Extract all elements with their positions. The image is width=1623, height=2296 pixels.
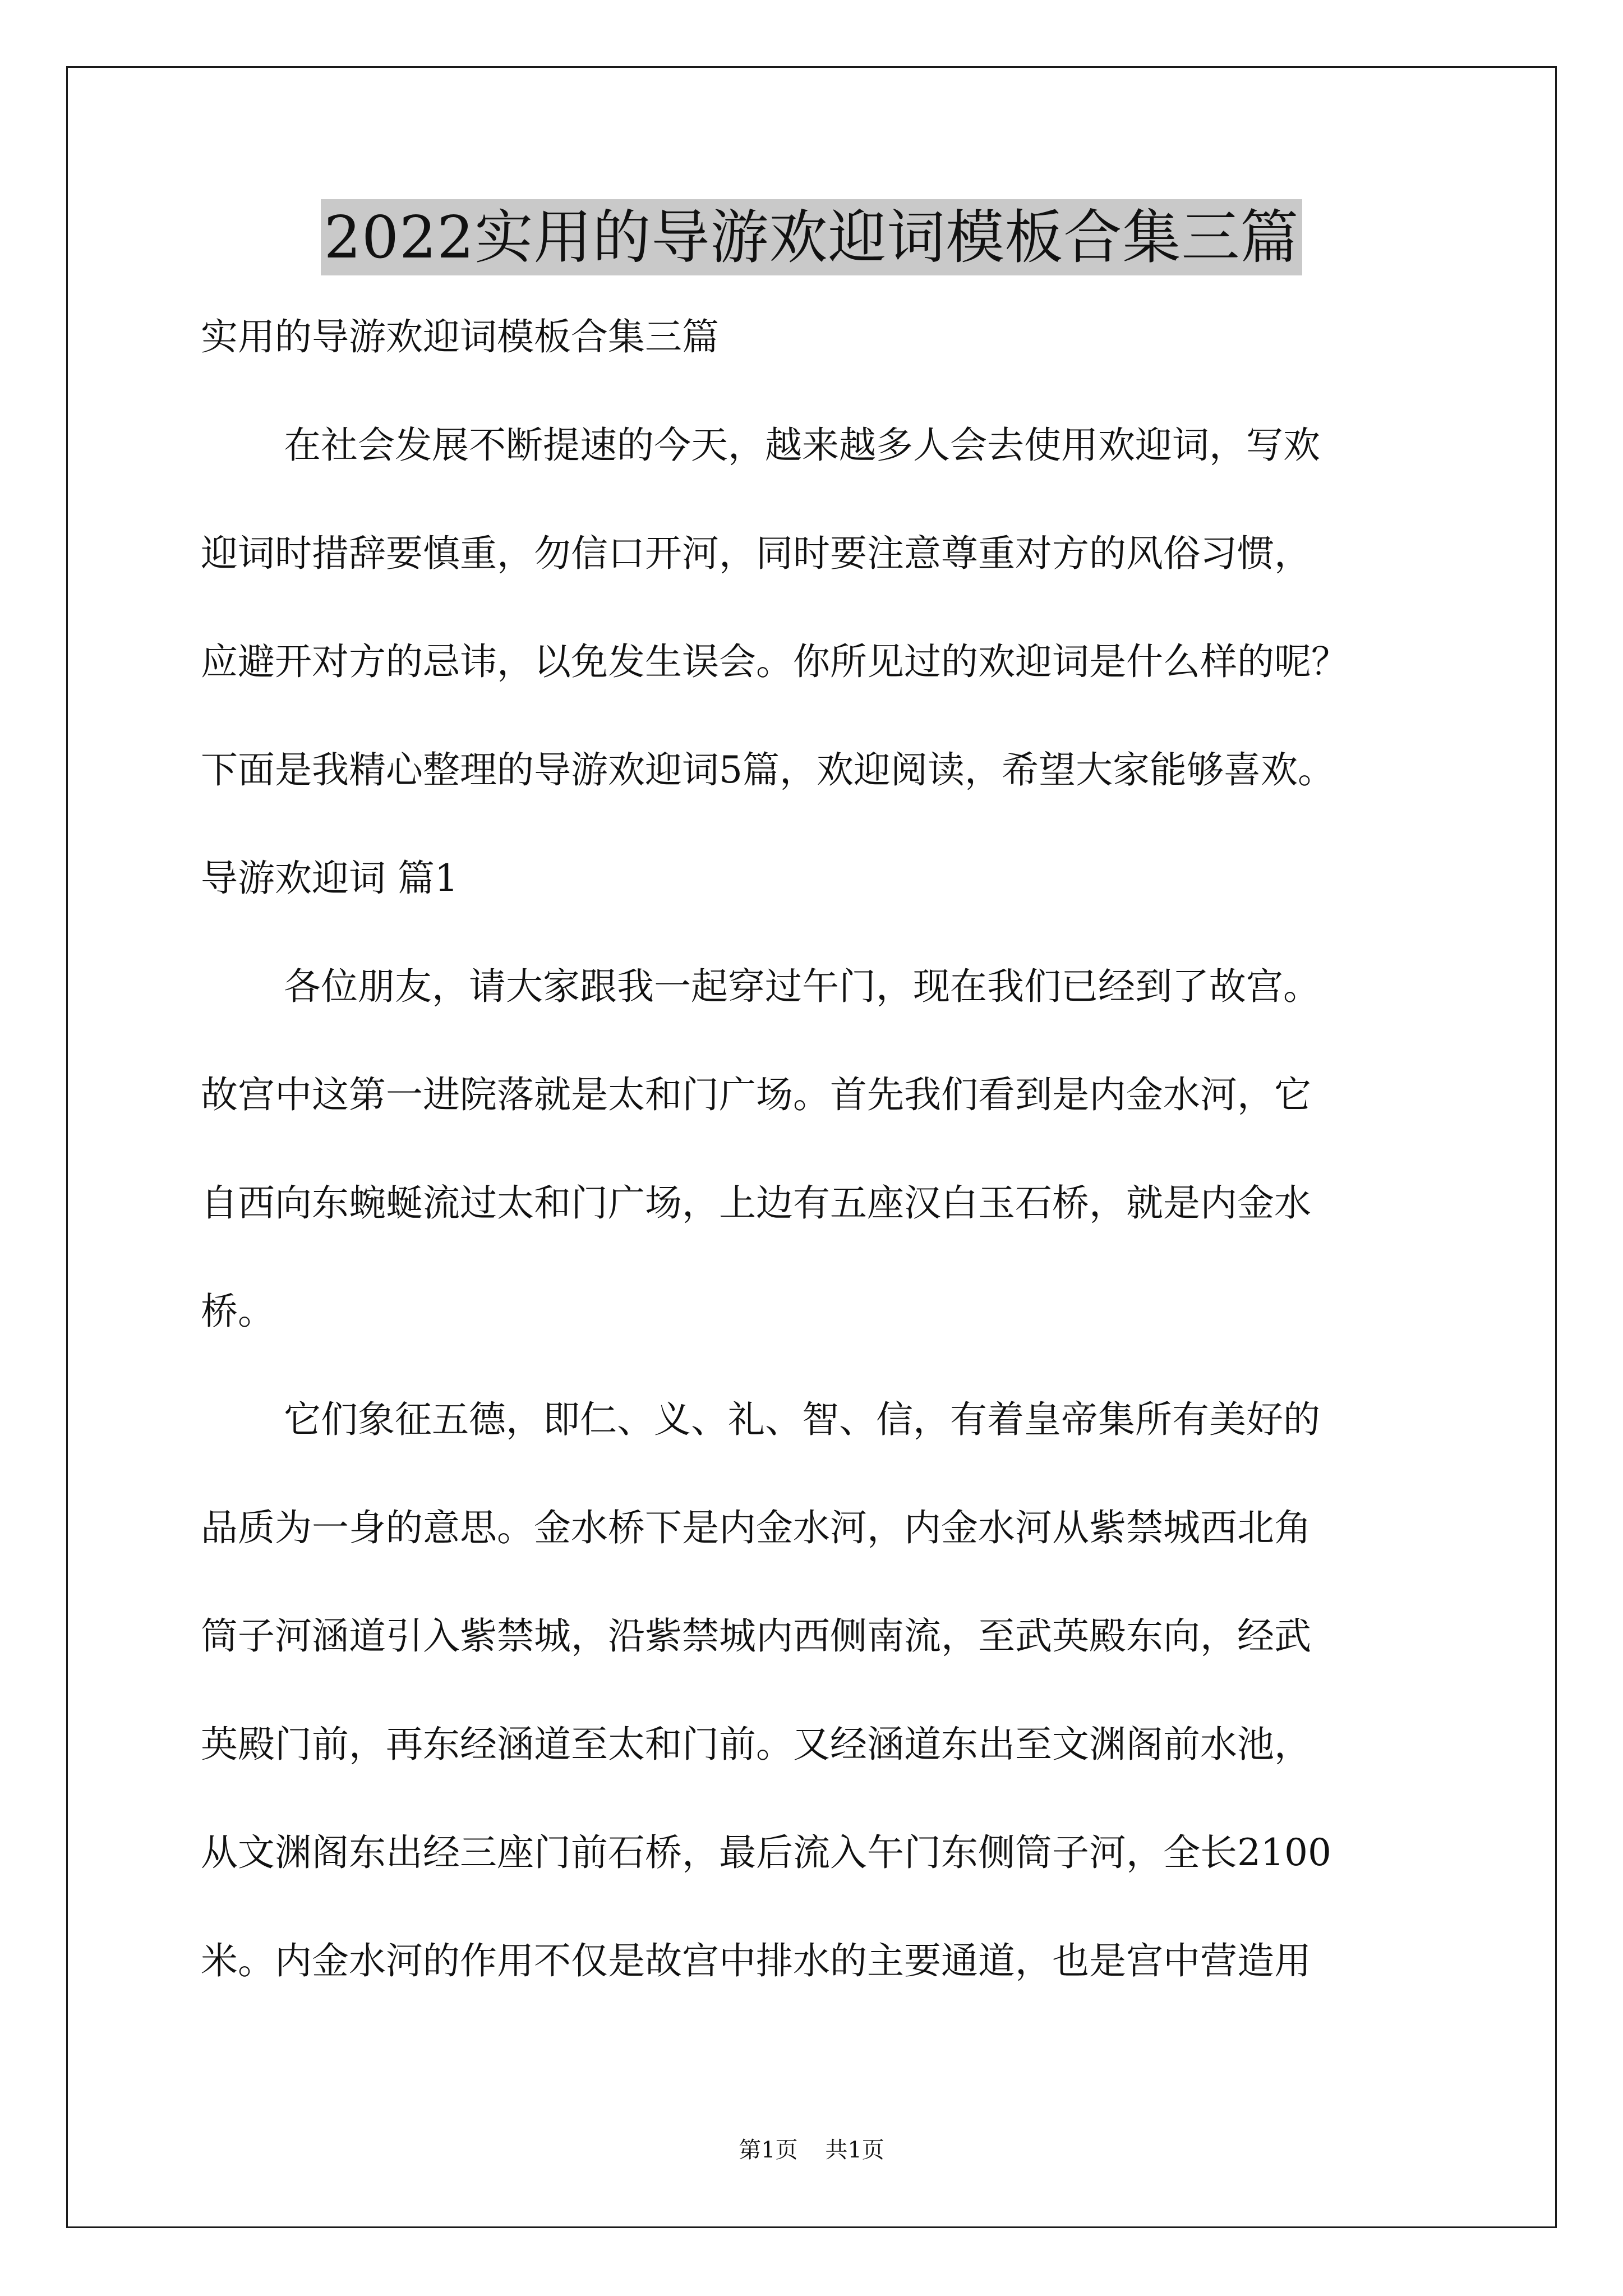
text-line: 米。内金水河的作用不仅是故宫中排水的主要通道，也是宫中营造用 [201,1939,1311,1982]
text-line: 英殿门前，再东经涵道至太和门前。又经涵道东出至文渊阁前水池， [201,1723,1311,1766]
text-line: 下面是我精心整理的导游欢迎词5篇，欢迎阅读，希望大家能够喜欢。 [201,748,1335,792]
text-line: 它们象征五德，即仁、义、礼、智、信，有着皇帝集所有美好的 [284,1398,1320,1441]
text-line: 从文渊阁东出经三座门前石桥，最后流入午门东侧筒子河，全长2100 [201,1831,1331,1874]
text-line: 品质为一身的意思。金水桥下是内金水河，内金水河从紫禁城西北角 [201,1506,1311,1549]
section-heading: 导游欢迎词 篇1 [201,857,458,900]
text-line: 各位朋友，请大家跟我一起穿过午门，现在我们已经到了故宫。 [284,965,1320,1008]
document-title-container [0,199,1623,275]
text-line: 筒子河涵道引入紫禁城，沿紫禁城内西侧南流，至武英殿东向，经武 [201,1614,1311,1658]
text-line: 自西向东蜿蜒流过太和门广场，上边有五座汉白玉石桥，就是内金水 [201,1181,1311,1225]
page-total: 共1页 [825,2137,884,2163]
document-body [201,314,1423,2046]
page-number: 第1页 [739,2137,798,2163]
text-line: 应避开对方的忌讳，以免发生误会。你所见过的欢迎词是什么样的呢？ [201,640,1348,683]
text-line: 故宫中这第一进院落就是太和门广场。首先我们看到是内金水河，它 [201,1073,1311,1116]
text-line: 在社会发展不断提速的今天，越来越多人会去使用欢迎词，写欢 [284,424,1320,467]
text-line: 实用的导游欢迎词模板合集三篇 [201,315,719,358]
page-footer [0,2136,1623,2164]
document-title: 2022实用的导游欢迎词模板合集三篇 [321,199,1303,275]
text-line: 桥。 [201,1290,275,1333]
text-line: 迎词时措辞要慎重，勿信口开河，同时要注意尊重对方的风俗习惯， [201,532,1311,575]
